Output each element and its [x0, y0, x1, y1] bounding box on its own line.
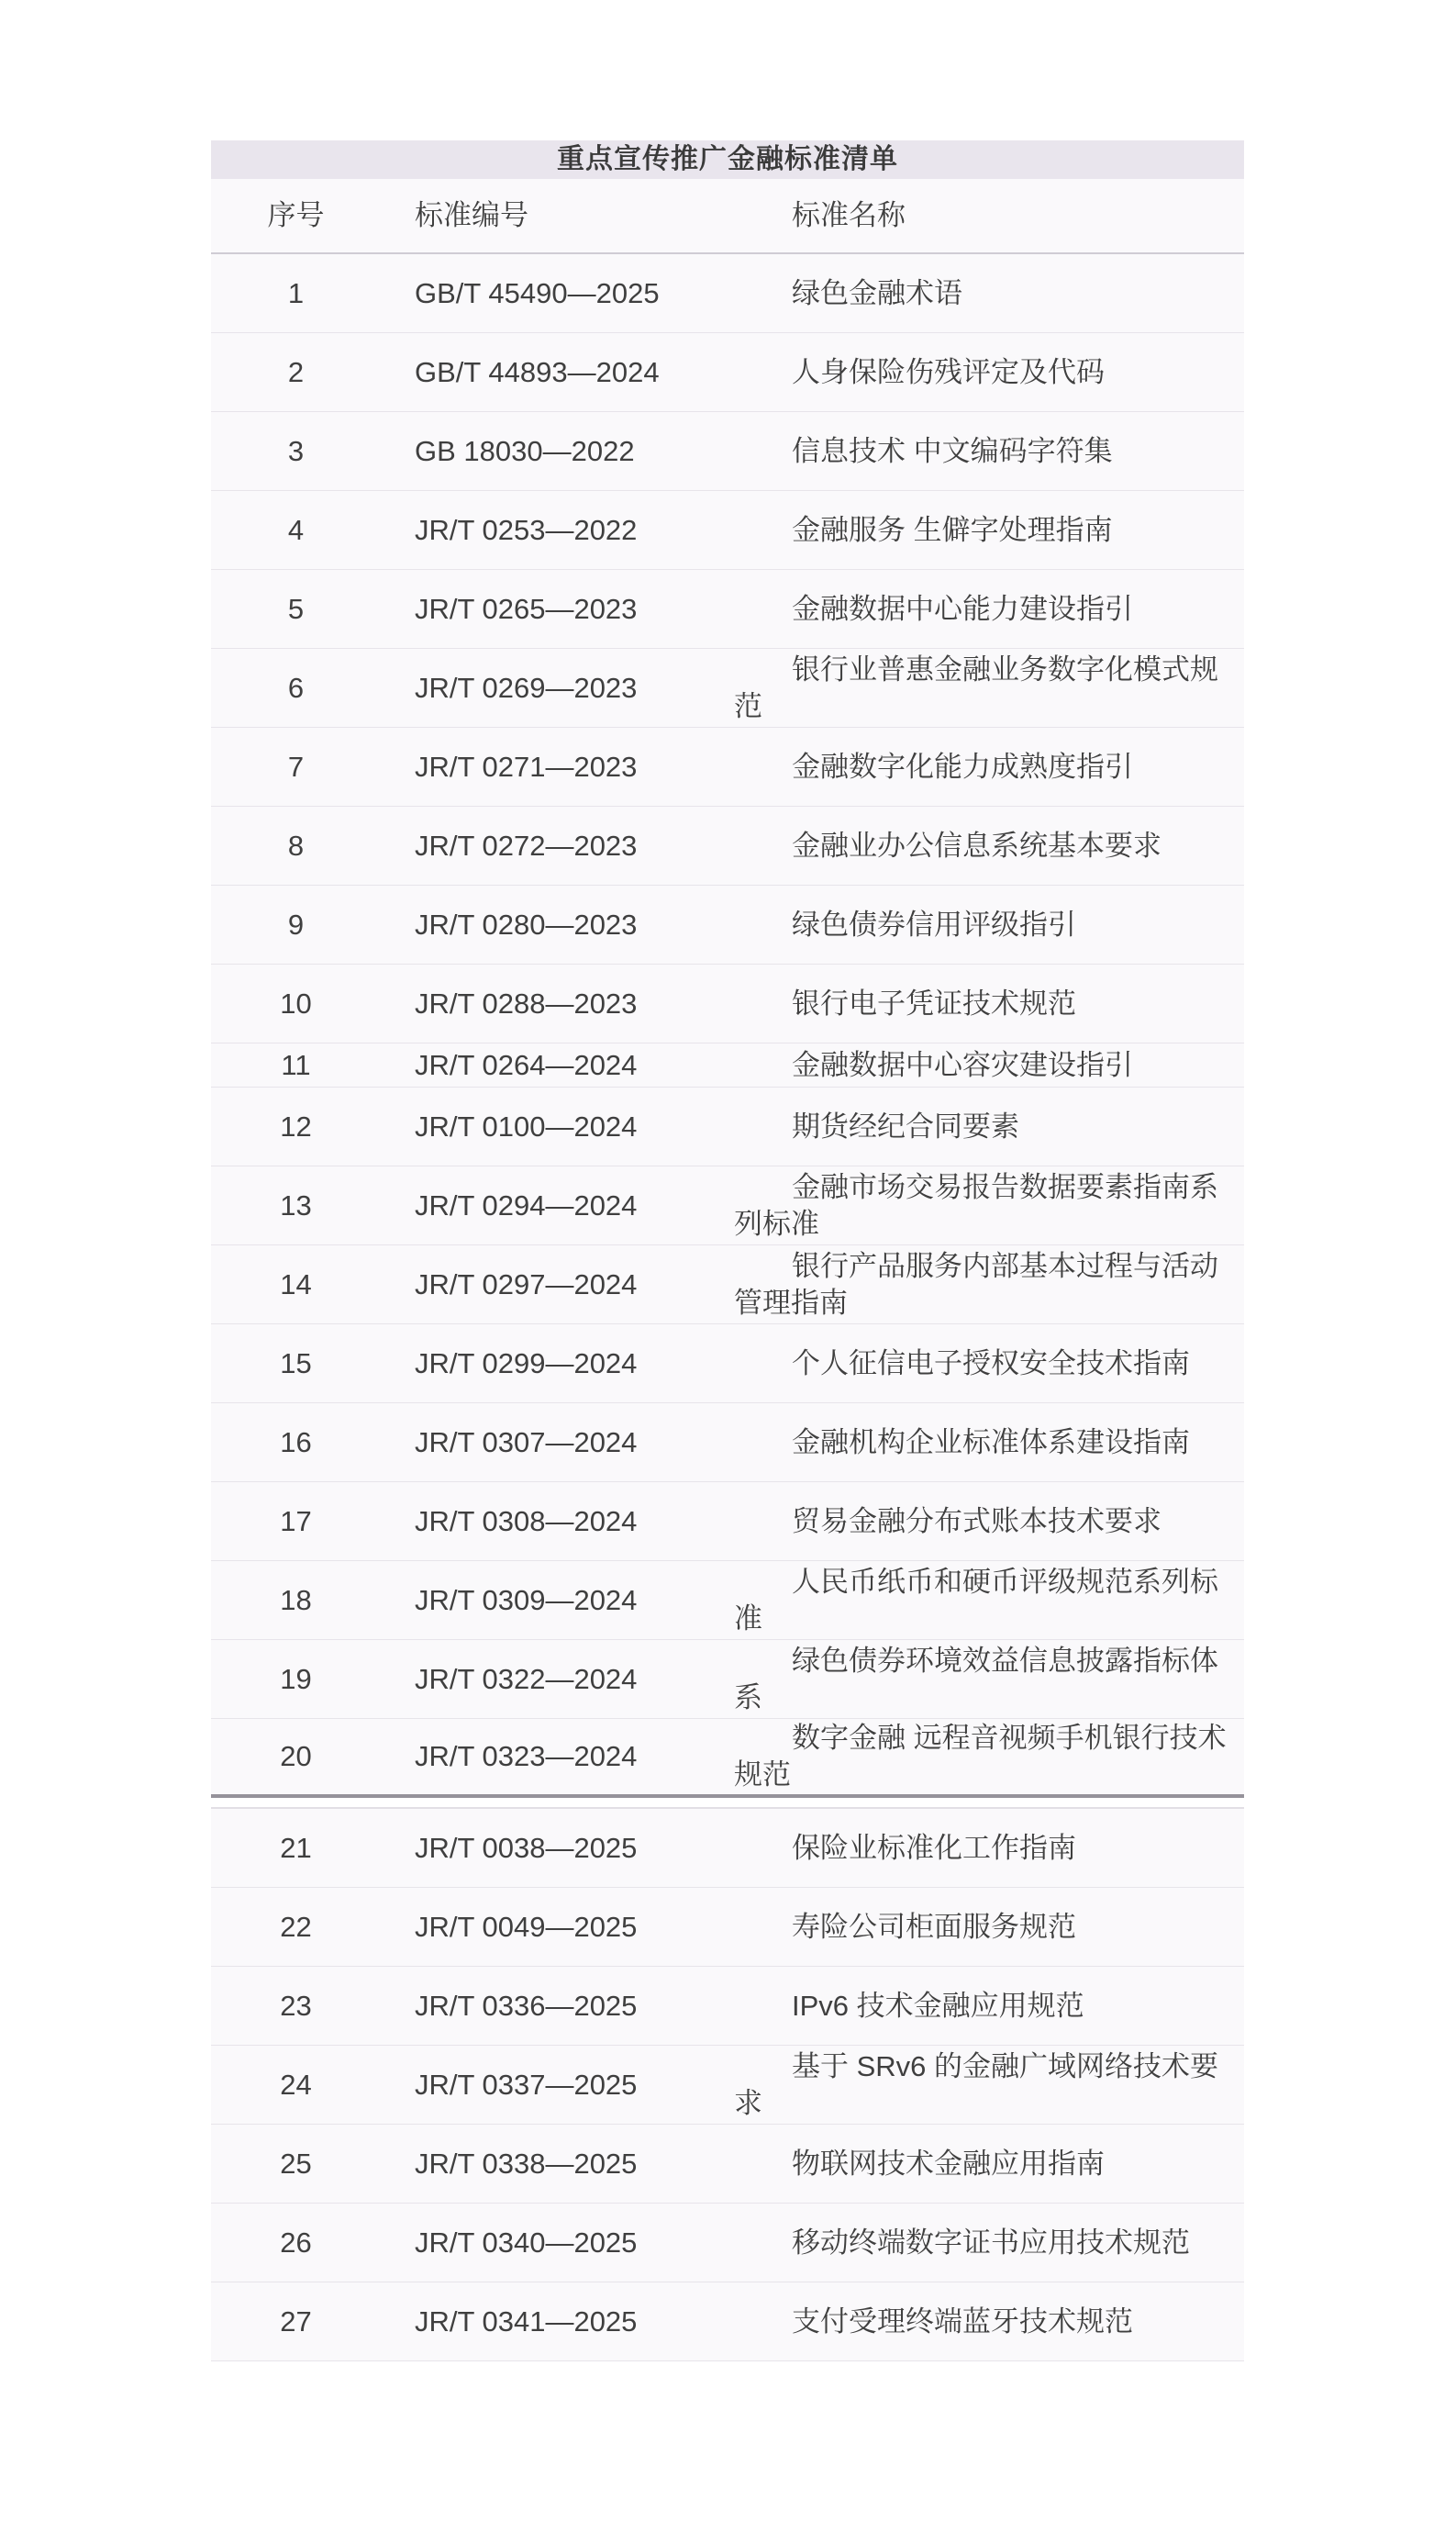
- standard-name: 保险业标准化工作指南: [792, 1831, 1076, 1864]
- table-row: [211, 1403, 1244, 1482]
- row-serial-number: 21: [280, 1831, 312, 1864]
- standard-name: 寿险公司柜面服务规范: [792, 1910, 1076, 1943]
- standards-table: [211, 140, 1244, 2361]
- standard-name: 物联网技术金融应用指南: [792, 2147, 1105, 2180]
- standard-name: 金融服务 生僻字处理指南: [792, 513, 1113, 546]
- row-serial-number: 19: [280, 1662, 312, 1695]
- standard-name: 金融业办公信息系统基本要求: [792, 829, 1161, 862]
- standard-code: GB/T 45490—2025: [415, 276, 660, 309]
- standard-name: 金融数据中心能力建设指引: [792, 592, 1133, 625]
- standard-code: JR/T 0269—2023: [415, 671, 638, 704]
- row-serial-number: 13: [280, 1188, 312, 1222]
- standard-code: JR/T 0253—2022: [415, 513, 638, 546]
- col-header-standard-code: 标准编号: [415, 199, 528, 231]
- standard-code: JR/T 0265—2023: [415, 592, 638, 625]
- standard-name: 金融机构企业标准体系建设指南: [792, 1425, 1190, 1458]
- standard-name: 银行业普惠金融业务数字化模式规范: [734, 653, 1218, 722]
- table-header-row: [211, 179, 1244, 254]
- standard-code: JR/T 0308—2024: [415, 1504, 638, 1537]
- row-serial-number: 25: [280, 2147, 312, 2180]
- table-row: [211, 1324, 1244, 1403]
- table-row: [211, 1967, 1244, 2046]
- standard-name: 个人征信电子授权安全技术指南: [792, 1346, 1190, 1379]
- col-header-standard-name: 标准名称: [792, 199, 906, 231]
- row-serial-number: 14: [280, 1267, 312, 1300]
- table-row: [211, 570, 1244, 649]
- table-row: [211, 2046, 1244, 2125]
- table-row: [211, 254, 1244, 333]
- row-serial-number: 7: [287, 750, 305, 783]
- row-serial-number: 20: [280, 1740, 312, 1772]
- standard-name: 银行产品服务内部基本过程与活动管理指南: [734, 1249, 1218, 1319]
- standard-name: 数字金融 远程音视频手机银行技术规范: [734, 1722, 1227, 1791]
- standard-name: 移动终端数字证书应用技术规范: [792, 2226, 1190, 2259]
- col-header-serial-number: 序号: [267, 199, 325, 231]
- standard-code: JR/T 0272—2023: [415, 829, 638, 862]
- standard-name: 贸易金融分布式账本技术要求: [792, 1504, 1161, 1537]
- table-row: [211, 2204, 1244, 2282]
- row-serial-number: 10: [280, 987, 312, 1020]
- standard-code: GB/T 44893—2024: [415, 355, 660, 388]
- standard-name: 金融市场交易报告数据要素指南系列标准: [734, 1170, 1218, 1240]
- standard-name: 金融数字化能力成熟度指引: [792, 750, 1133, 783]
- table-row: [211, 886, 1244, 965]
- row-serial-number: 22: [280, 1910, 312, 1943]
- table-row: [211, 649, 1244, 728]
- row-serial-number: 27: [280, 2304, 312, 2338]
- standard-code: JR/T 0341—2025: [415, 2304, 638, 2338]
- standard-code: JR/T 0337—2025: [415, 2068, 638, 2101]
- table-row: [211, 1888, 1244, 1967]
- row-serial-number: 2: [287, 355, 305, 388]
- table-row: [211, 1640, 1244, 1719]
- standard-code: JR/T 0049—2025: [415, 1910, 638, 1943]
- table-row: [211, 1561, 1244, 1640]
- row-serial-number: 16: [280, 1425, 312, 1458]
- row-serial-number: 15: [280, 1346, 312, 1379]
- table-row: [211, 1809, 1244, 1888]
- standard-code: JR/T 0264—2024: [415, 1048, 638, 1081]
- standard-code: JR/T 0323—2024: [415, 1740, 638, 1772]
- standard-code: JR/T 0297—2024: [415, 1267, 638, 1300]
- table-row: [211, 2125, 1244, 2204]
- standard-code: JR/T 0322—2024: [415, 1662, 638, 1695]
- standard-code: JR/T 0100—2024: [415, 1110, 638, 1143]
- page-break-gap: [211, 1798, 1244, 1809]
- standard-name: 支付受理终端蓝牙技术规范: [792, 2304, 1133, 2338]
- table-row: [211, 2282, 1244, 2361]
- standard-name: 金融数据中心容灾建设指引: [792, 1048, 1133, 1081]
- row-serial-number: 3: [287, 434, 305, 467]
- row-serial-number: 23: [280, 1989, 312, 2022]
- standard-code: JR/T 0338—2025: [415, 2147, 638, 2180]
- table-row: [211, 491, 1244, 570]
- row-serial-number: 5: [287, 592, 305, 625]
- row-serial-number: 8: [287, 829, 305, 862]
- standard-code: JR/T 0280—2023: [415, 908, 638, 941]
- table-row: [211, 1043, 1244, 1088]
- row-serial-number: 6: [287, 671, 305, 704]
- table-row: [211, 1166, 1244, 1245]
- table-row: [211, 1719, 1244, 1798]
- standard-name: 期货经纪合同要素: [792, 1110, 1019, 1143]
- row-serial-number: 17: [280, 1504, 312, 1537]
- standard-code: JR/T 0307—2024: [415, 1425, 638, 1458]
- row-serial-number: 24: [280, 2068, 312, 2101]
- standard-code: JR/T 0340—2025: [415, 2226, 638, 2259]
- row-serial-number: 11: [281, 1048, 311, 1081]
- standard-code: JR/T 0038—2025: [415, 1831, 638, 1864]
- table-row: [211, 1245, 1244, 1324]
- standard-name: 信息技术 中文编码字符集: [792, 434, 1113, 467]
- row-serial-number: 18: [280, 1583, 312, 1616]
- standard-name: 银行电子凭证技术规范: [792, 987, 1076, 1020]
- table-row: [211, 1482, 1244, 1561]
- standard-name: 绿色债券环境效益信息披露指标体系: [734, 1644, 1218, 1713]
- table-row: [211, 965, 1244, 1043]
- standard-code: JR/T 0271—2023: [415, 750, 638, 783]
- standard-code: JR/T 0299—2024: [415, 1346, 638, 1379]
- table-row: [211, 728, 1244, 807]
- table-title: 重点宣传推广金融标准清单: [211, 140, 1244, 179]
- row-serial-number: 26: [280, 2226, 312, 2259]
- standard-name: 人民币纸币和硬币评级规范系列标准: [734, 1565, 1218, 1635]
- table-row: [211, 807, 1244, 886]
- standard-name: 绿色债券信用评级指引: [792, 908, 1076, 941]
- standard-code: JR/T 0309—2024: [415, 1583, 638, 1616]
- row-serial-number: 12: [280, 1110, 312, 1143]
- standard-name: 绿色金融术语: [792, 276, 962, 309]
- standard-name: 人身保险伤残评定及代码: [792, 355, 1105, 388]
- standard-name: 基于 SRv6 的金融广域网络技术要求: [734, 2049, 1219, 2119]
- row-serial-number: 4: [287, 513, 305, 546]
- table-row: [211, 1088, 1244, 1166]
- standard-code: GB 18030—2022: [415, 434, 635, 467]
- row-serial-number: 9: [287, 908, 305, 941]
- standard-name: IPv6 技术金融应用规范: [792, 1989, 1084, 2022]
- row-serial-number: 1: [287, 276, 305, 309]
- table-row: [211, 412, 1244, 491]
- table-row: [211, 333, 1244, 412]
- standard-code: JR/T 0294—2024: [415, 1188, 638, 1222]
- standard-code: JR/T 0336—2025: [415, 1989, 638, 2022]
- table-body: [211, 254, 1244, 2361]
- standard-code: JR/T 0288—2023: [415, 987, 638, 1020]
